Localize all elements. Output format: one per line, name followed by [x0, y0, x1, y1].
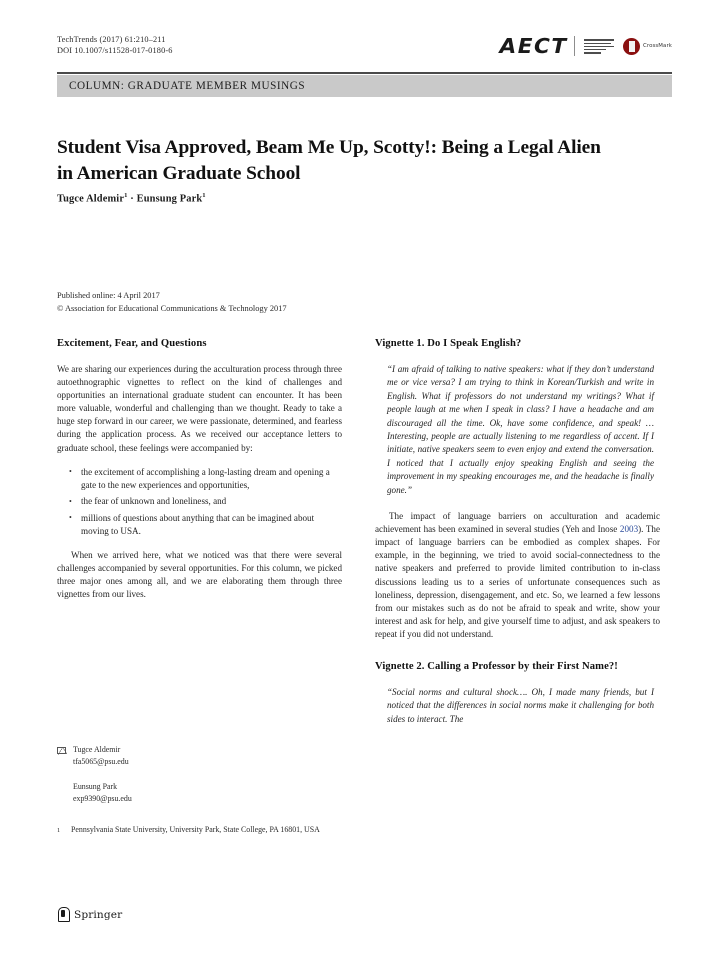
- section-heading-vignette-2: Vignette 2. Calling a Professor by their First Name?!: [375, 661, 618, 672]
- page-title: Student Visa Approved, Beam Me Up, Scotty!: Being a Legal Alien in American Graduate School: [57, 136, 601, 184]
- section-heading-vignette-1: Vignette 1. Do I Speak English?: [375, 338, 522, 349]
- citation-link-year[interactable]: 2003: [619, 524, 639, 535]
- second-author-name: Eunsung Park: [73, 782, 118, 792]
- affiliation-text: Pennsylvania State University, University Park, State College, PA 16801, USA: [71, 825, 320, 835]
- paragraph-text-before-citation: The impact of language barriers on acculturation and academic achievement has been examined in several studies (Yeh and Inose: [375, 511, 660, 535]
- author-2-affiliation-marker: 1: [202, 192, 206, 199]
- paragraph-arrival: When we arrived here, what we noticed was that there were several challenges accompanied by several opportunities. For this column, we picked three major ones among all, and we are elaborating them through three vignettes from our lives.: [57, 550, 342, 600]
- corresponding-author-name: Tugce Aldemir: [73, 745, 121, 754]
- corresponding-author-email[interactable]: tfa5065@psu.edu: [73, 756, 129, 766]
- publisher-logos: [499, 34, 672, 58]
- list-item: • the fear of unknown and loneliness, and: [81, 495, 342, 508]
- publication-info: [57, 290, 287, 315]
- crossmark-badge-group[interactable]: [623, 38, 672, 55]
- second-author-email[interactable]: exp9390@psu.edu: [73, 793, 132, 803]
- author-1-name: Tugce Aldemir: [57, 193, 125, 205]
- journal-reference: TechTrends (2017) 61:210–211: [57, 35, 166, 44]
- copyright-line: © Association for Educational Communications & Technology 2017: [57, 303, 287, 313]
- correspondence-block: [57, 744, 342, 837]
- crossmark-icon: [623, 38, 640, 55]
- column-banner-text: COLUMN: GRADUATE MEMBER MUSINGS: [69, 80, 306, 92]
- author-1-affiliation-marker: 1: [124, 192, 128, 199]
- paragraph-intro: We are sharing our experiences during the acculturation process through three autoethnographic vignettes to reflect on the kind of challenges and opportunities an international graduate student can encounter. It has been more valuable, wonderful and challenging than we thought. Ready to take a huge step forward in our career, we were passionate, determined, and fearless during the application process. As we received our acceptance letters to graduate school, these feelings were accompanied by:: [57, 364, 342, 453]
- logo-divider: [574, 36, 575, 56]
- paragraph-language-barriers: [375, 510, 660, 641]
- crossmark-label: CrossMark: [643, 43, 672, 49]
- author-separator: ·: [127, 193, 137, 205]
- banner-rule: [57, 72, 672, 74]
- springer-wordmark: Springer: [74, 908, 123, 921]
- list-item: • the excitement of accomplishing a long-lasting dream and opening a gate to the new experiences and opportunities,: [81, 466, 342, 492]
- section-heading-excitement: Excitement, Fear, and Questions: [57, 338, 207, 349]
- author-2-name: Eunsung Park: [136, 193, 203, 205]
- feelings-bullet-list: [57, 466, 342, 538]
- masthead: [57, 34, 672, 74]
- doi-line: DOI 10.1007/s11528-017-0180-6: [57, 46, 173, 56]
- vignette-2-quote: “Social norms and cultural shock…. Oh, I made many friends, but I noticed that the differences in social norms make it challenging for both sides to interact. The: [387, 687, 654, 724]
- springer-logo-icon: [57, 907, 70, 922]
- right-column: [375, 338, 660, 726]
- list-item: • millions of questions about anything that can be imagined about moving to USA.: [81, 512, 342, 538]
- left-column: [57, 338, 342, 602]
- vignette-1-quote: “I am afraid of talking to native speakers: what if they don’t understand me or vice versa? I am trying to think in Korean/Turkish and write in English. What if professors do not understand my writings? What if people laugh at me when I speak in class? I have a headache and am discouraged all the time. Ok, have some confidence, and speak! …Interesting, people are actually listening to me regardless of accent. If I initiate, native speakers seem to even enjoy and extend the conversation. I noticed that I actually enjoy speaking English and seeing the improvement in my speaking encourages me, and the headache is finally gone.”: [387, 364, 654, 495]
- paragraph-text-after-citation: ). The impact of language barriers can be embodied as complex shapes. For example, in the beginning, we tried to avoid social-connectedness to the native speakers and preferred to provide limited contribution to in-class discussions leading us to a series of unfortunate consequences such as loneliness, depression, disengagement, and etc. So, we learned a few lessons from our mistakes such as do not be afraid to speak and write, show your interest and ask for help, and give yourself time to adjust, and ask speakers to repeat if you did not understand.: [375, 524, 660, 639]
- aect-tagline-icon: [584, 38, 614, 53]
- envelope-icon: [57, 747, 66, 754]
- affiliation-row: [57, 824, 342, 837]
- corresponding-author-row: [57, 744, 342, 756]
- published-online-date: Published online: 4 April 2017: [57, 291, 160, 300]
- column-banner: [57, 75, 672, 97]
- affiliation-marker: 1: [57, 827, 61, 835]
- publisher-footer: [57, 907, 122, 922]
- aect-logo: AECT: [499, 34, 568, 58]
- author-list: [57, 192, 206, 204]
